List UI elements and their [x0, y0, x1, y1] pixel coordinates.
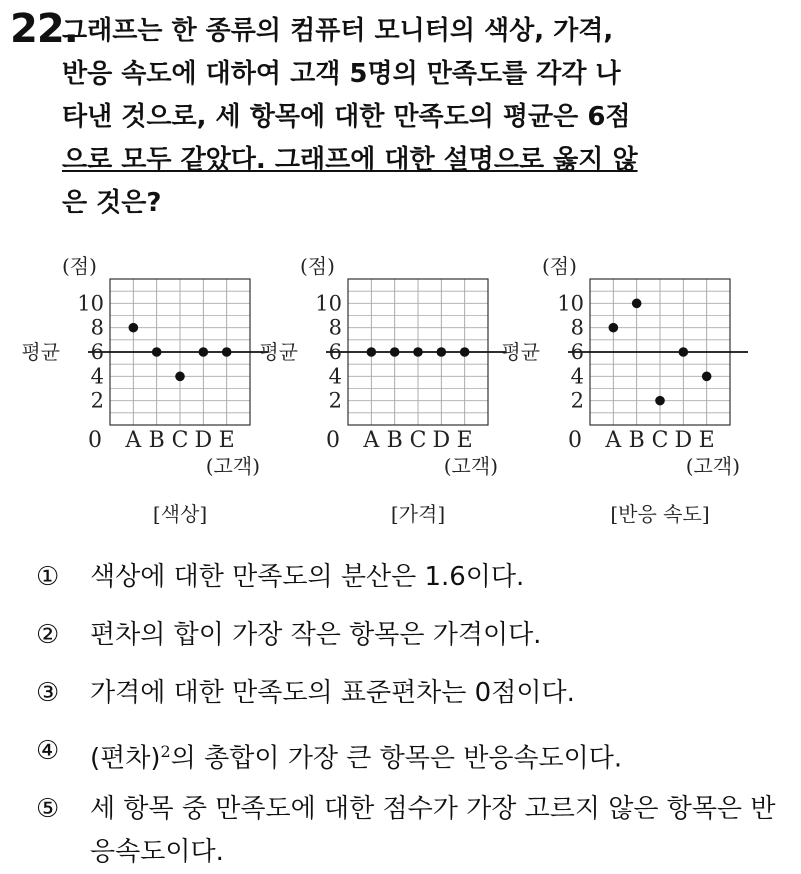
question-text [62, 10, 782, 225]
question-line-5: 은 것은? [62, 188, 162, 218]
option-2[interactable] [36, 614, 776, 672]
y-tick-label: 4 [328, 364, 342, 389]
x-tick-label: E [456, 428, 473, 453]
x-tick-label: A [363, 428, 380, 453]
x-tick-label: C [171, 428, 189, 453]
data-point [129, 323, 139, 333]
x-tick-label: B [148, 428, 165, 453]
question-number: 22. [10, 6, 78, 52]
chart-title: [색상] [152, 502, 208, 526]
option-prefix: (편차) [90, 743, 161, 774]
x-axis-label: (고객) [443, 454, 498, 478]
mean-label: 평균 [501, 340, 540, 364]
data-point [655, 396, 665, 406]
x-tick-label: E [218, 428, 235, 453]
y-tick-label: 4 [90, 364, 104, 389]
data-point [679, 347, 689, 357]
origin-label: 0 [88, 428, 102, 453]
option-text: 편차의 합이 가장 작은 항목은 가격이다. [90, 620, 542, 650]
data-point [702, 372, 712, 382]
x-tick-label: B [386, 428, 403, 453]
chart-price [259, 254, 518, 535]
chart-title: [반응 속도] [610, 502, 710, 526]
y-tick-label: 6 [570, 340, 584, 364]
data-point [632, 299, 642, 309]
option-4[interactable] [36, 730, 776, 788]
option-text: 세 항목 중 만족도에 대한 점수가 가장 고르지 않은 항목은 반응속도이다. [90, 794, 776, 867]
data-point [175, 372, 185, 382]
chart-title: [가격] [390, 502, 446, 526]
x-axis-label: (고객) [685, 454, 740, 478]
option-text: 색상에 대한 만족도의 분산은 1.6이다. [90, 562, 525, 592]
x-axis-label: (고객) [205, 454, 260, 478]
x-tick-label: A [605, 428, 622, 453]
x-tick-label: C [651, 428, 669, 453]
x-tick-label: C [409, 428, 427, 453]
y-tick-label: 10 [77, 291, 104, 316]
y-tick-label: 6 [90, 340, 104, 364]
data-point [152, 347, 162, 357]
y-tick-label: 6 [328, 340, 342, 364]
origin-label: 0 [568, 428, 582, 453]
y-tick-label: 10 [315, 291, 342, 316]
data-point [222, 347, 232, 357]
x-tick-label: D [432, 428, 451, 453]
scatter-plot [259, 254, 518, 535]
option-1[interactable] [36, 556, 776, 614]
mean-label: 평균 [21, 340, 60, 364]
data-point [390, 347, 400, 357]
data-point [199, 347, 209, 357]
question-line-4: 으로 모두 같았다. 그래프에 대한 설명으로 옳지 않 [62, 145, 638, 175]
data-point [413, 347, 423, 357]
y-axis-label: (점) [62, 254, 97, 278]
option-3[interactable] [36, 672, 776, 730]
data-point [367, 347, 377, 357]
y-tick-label: 8 [90, 315, 104, 340]
x-tick-label: B [628, 428, 645, 453]
y-tick-label: 10 [557, 291, 584, 316]
data-point [460, 347, 470, 357]
option-text: 가격에 대한 만족도의 표준편차는 0점이다. [90, 678, 575, 708]
y-axis-label: (점) [300, 254, 335, 278]
chart-color [21, 254, 280, 535]
answer-options [36, 556, 776, 874]
x-tick-label: D [194, 428, 213, 453]
option-superscript: 2 [160, 742, 171, 761]
y-tick-label: 8 [328, 315, 342, 340]
option-mark: ⑤ [36, 794, 60, 824]
data-point [437, 347, 447, 357]
option-mark: ② [36, 620, 60, 650]
x-tick-label: E [698, 428, 715, 453]
option-5[interactable] [36, 788, 776, 874]
chart-response-speed [501, 254, 760, 535]
question-line-3: 타낸 것으로, 세 항목에 대한 만족도의 평균은 6점 [62, 102, 631, 132]
y-tick-label: 2 [570, 388, 584, 413]
option-mark: ① [36, 562, 60, 592]
y-tick-label: 2 [328, 388, 342, 413]
y-tick-label: 8 [570, 315, 584, 340]
y-tick-label: 2 [90, 388, 104, 413]
x-tick-label: D [674, 428, 693, 453]
scatter-plot [501, 254, 760, 535]
data-point [609, 323, 619, 333]
y-axis-label: (점) [542, 254, 577, 278]
x-tick-label: A [125, 428, 142, 453]
option-mark: ③ [36, 678, 60, 708]
origin-label: 0 [326, 428, 340, 453]
question-line-1: 그래프는 한 종류의 컴퓨터 모니터의 색상, 가격, [62, 16, 614, 46]
question-line-2: 반응 속도에 대하여 고객 5명의 만족도를 각각 나 [62, 59, 621, 89]
y-tick-label: 4 [570, 364, 584, 389]
mean-label: 평균 [259, 340, 298, 364]
scatter-plot [21, 254, 280, 535]
option-text: 의 총합이 가장 큰 항목은 반응속도이다. [170, 743, 623, 774]
option-mark: ④ [36, 736, 60, 766]
